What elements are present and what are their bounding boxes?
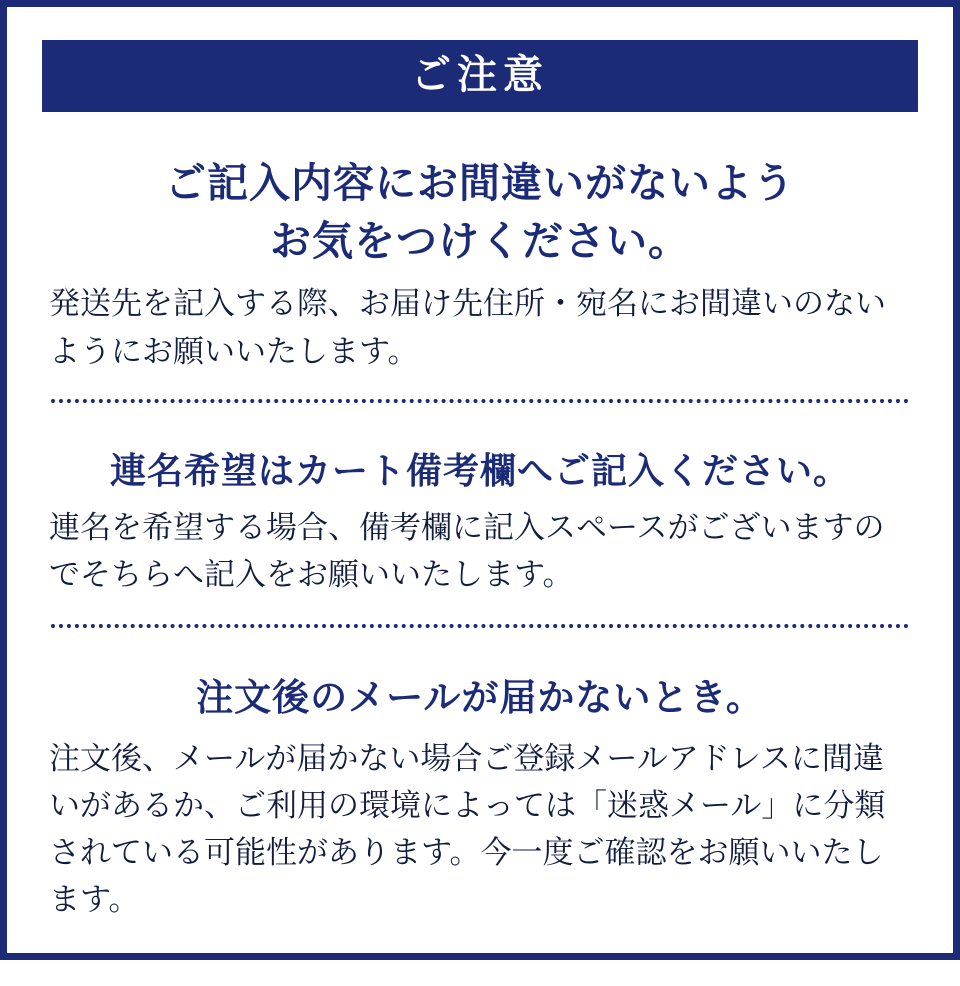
section-joint-name-heading: 連名希望はカート備考欄へご記入ください。 [109, 449, 850, 491]
section-mail-not-received-heading: 注文後のメールが届かないとき。 [196, 676, 764, 718]
section-joint-name [45, 413, 915, 598]
notice-content [7, 112, 953, 923]
section-mail-not-received-body: 注文後、メールが届かない場合ご登録メールアドレスに間違いがあるか、ご利用の環境によっては「迷惑メール」に分類されている可能性があります。今一度ご確認をお願いいたします。 [49, 740, 886, 917]
section-divider-1 [51, 399, 909, 403]
heading-line-1: ご記入内容にお間違いがないよう [165, 160, 795, 206]
notice-title-bar: ご注意 [42, 40, 918, 112]
heading-line-2: お気をつけください。 [270, 218, 690, 265]
notice-card-inner [7, 40, 953, 986]
section-address-check-body: 発送先を記入する際、お届け先住所・宛名にお間違いのないようにお願いいたします。 [49, 286, 886, 369]
section-divider-2 [51, 624, 909, 628]
section-joint-name-body: 連名を希望する場合、備考欄に記入スペースがございますのでそちらへ記入をお願いいたします。 [49, 509, 885, 592]
section-address-check [45, 112, 915, 375]
section-mail-not-received [45, 638, 915, 923]
section-address-check-heading [45, 154, 915, 270]
